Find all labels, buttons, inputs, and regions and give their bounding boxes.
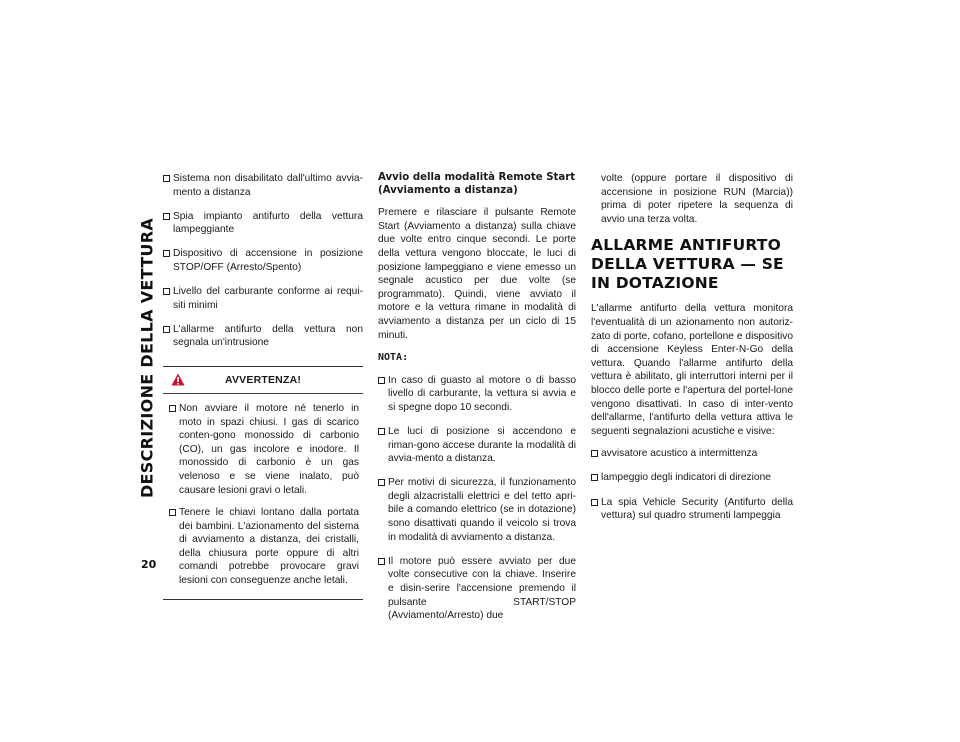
page-number: 20 bbox=[141, 558, 157, 571]
checkbox-bullet-icon bbox=[163, 175, 170, 182]
list-item: Spia impianto antifurto della vettura lampeggiante bbox=[163, 210, 363, 237]
warning-box bbox=[163, 366, 363, 600]
list-item: Non avviare il motore né tenerlo in moto in spazi chiusi. I gas di scarico conten-gono monossido di carbonio (CO), un gas incolore e inodore. Il monossido di carbonio è un gas velenoso e se viene inalato, può causare lesioni gravi o letali. bbox=[169, 402, 359, 497]
section-title-vertical bbox=[133, 170, 161, 545]
checkbox-bullet-icon bbox=[163, 213, 170, 220]
checkbox-bullet-icon bbox=[591, 474, 598, 481]
warning-header bbox=[163, 367, 363, 394]
subheading-remote-start: Avvio della modalità Remote Start (Avviamento a distanza) bbox=[378, 172, 576, 196]
section-title-text: DESCRIZIONE DELLA VETTURA bbox=[137, 217, 157, 498]
checkbox-bullet-icon bbox=[163, 326, 170, 333]
list-item: Le luci di posizione si accendono e riman-gono accese durante la modalità di avvia-mento a distanza. bbox=[378, 425, 576, 466]
column-2 bbox=[378, 172, 576, 633]
section-heading-antitheft: ALLARME ANTIFURTO DELLA VETTURA — SE IN DOTAZIONE bbox=[591, 236, 784, 293]
list-item: In caso di guasto al motore o di basso livello di carburante, la vettura si avvia e si spegne dopo 10 secondi. bbox=[378, 374, 576, 415]
list-item: Livello del carburante conforme ai requi-siti minimi bbox=[163, 285, 363, 312]
checkbox-bullet-icon bbox=[163, 250, 170, 257]
column-3 bbox=[591, 172, 793, 533]
checkbox-bullet-icon bbox=[591, 499, 598, 506]
warning-title: AVVERTENZA! bbox=[224, 373, 302, 386]
list-item: Per motivi di sicurezza, il funzionamento degli alzacristalli elettrici e del tetto apri-bile a comando elettrico (se in dotazione) sono disattivati quando il veicolo si trova in modalità di avviamento a distanza. bbox=[378, 476, 576, 544]
list-item: Dispositivo di accensione in posizione STOP/OFF (Arresto/Spento) bbox=[163, 247, 363, 274]
list-item: L'allarme antifurto della vettura non segnala un'intrusione bbox=[163, 323, 363, 350]
checkbox-bullet-icon bbox=[378, 428, 385, 435]
paragraph: L'allarme antifurto della vettura monitora l'eventualità di un azionamento non autoriz-zato di porte, cofano, portellone e dispositivo di accensione Keyless Enter-N-Go della vettura. Quando l'allarme antifurto della vettura è abilitato, gli interruttori interni per il blocco delle porte e l'apertura del portel-lone vengono disattivati. In caso di inter-vento dell'allarme, l'antifurto della vettura attiva le seguenti segnalazioni acustiche e visive: bbox=[591, 303, 793, 437]
column-1 bbox=[163, 172, 363, 600]
checkbox-bullet-icon bbox=[169, 405, 176, 412]
paragraph: Premere e rilasciare il pulsante Remote Start (Avviamento a distanza) sulla chiave due volte entro cinque secondi. Le porte della vettura vengono bloccate, le luci di posizione lampeggiano e viene emesso un segnale acustico per due volte (se programmato). Quindi, viene avviato il motore e la vettura rimane in modalità di avviamento a distanza per un ciclo di 15 minuti. bbox=[378, 207, 576, 341]
note-label: NOTA: bbox=[378, 352, 409, 364]
list-item: avvisatore acustico a intermittenza bbox=[591, 447, 793, 461]
list-item: Il motore può essere avviato per due volte consecutive con la chiave. Inserire e disin-serire l'accensione premendo il pulsante START/STOP (Avviamento/Arresto) due bbox=[378, 555, 576, 623]
continuation-text: volte (oppure portare il dispositivo di accensione in posizione RUN (Marcia)) prima di poter ripetere la sequenza di avvio una terza volta. bbox=[601, 173, 793, 225]
checkbox-bullet-icon bbox=[169, 509, 176, 516]
list-item: Sistema non disabilitato dall'ultimo avvia-mento a distanza bbox=[163, 172, 363, 199]
list-item: lampeggio degli indicatori di direzione bbox=[591, 471, 793, 485]
checkbox-bullet-icon bbox=[378, 377, 385, 384]
checkbox-bullet-icon bbox=[163, 288, 170, 295]
warning-body bbox=[163, 394, 363, 599]
checkbox-bullet-icon bbox=[378, 479, 385, 486]
list-item: La spia Vehicle Security (Antifurto della vettura) sul quadro strumenti lampeggia bbox=[591, 496, 793, 523]
checkbox-bullet-icon bbox=[591, 450, 598, 457]
checkbox-bullet-icon bbox=[378, 558, 385, 565]
list-item: Tenere le chiavi lontano dalla portata dei bambini. L'azionamento del sistema di avviamento a distanza, dei cristalli, della chiusura porte oppure di altri comandi potrebbe provocare gravi lesioni con conseguenze anche letali. bbox=[169, 506, 359, 588]
